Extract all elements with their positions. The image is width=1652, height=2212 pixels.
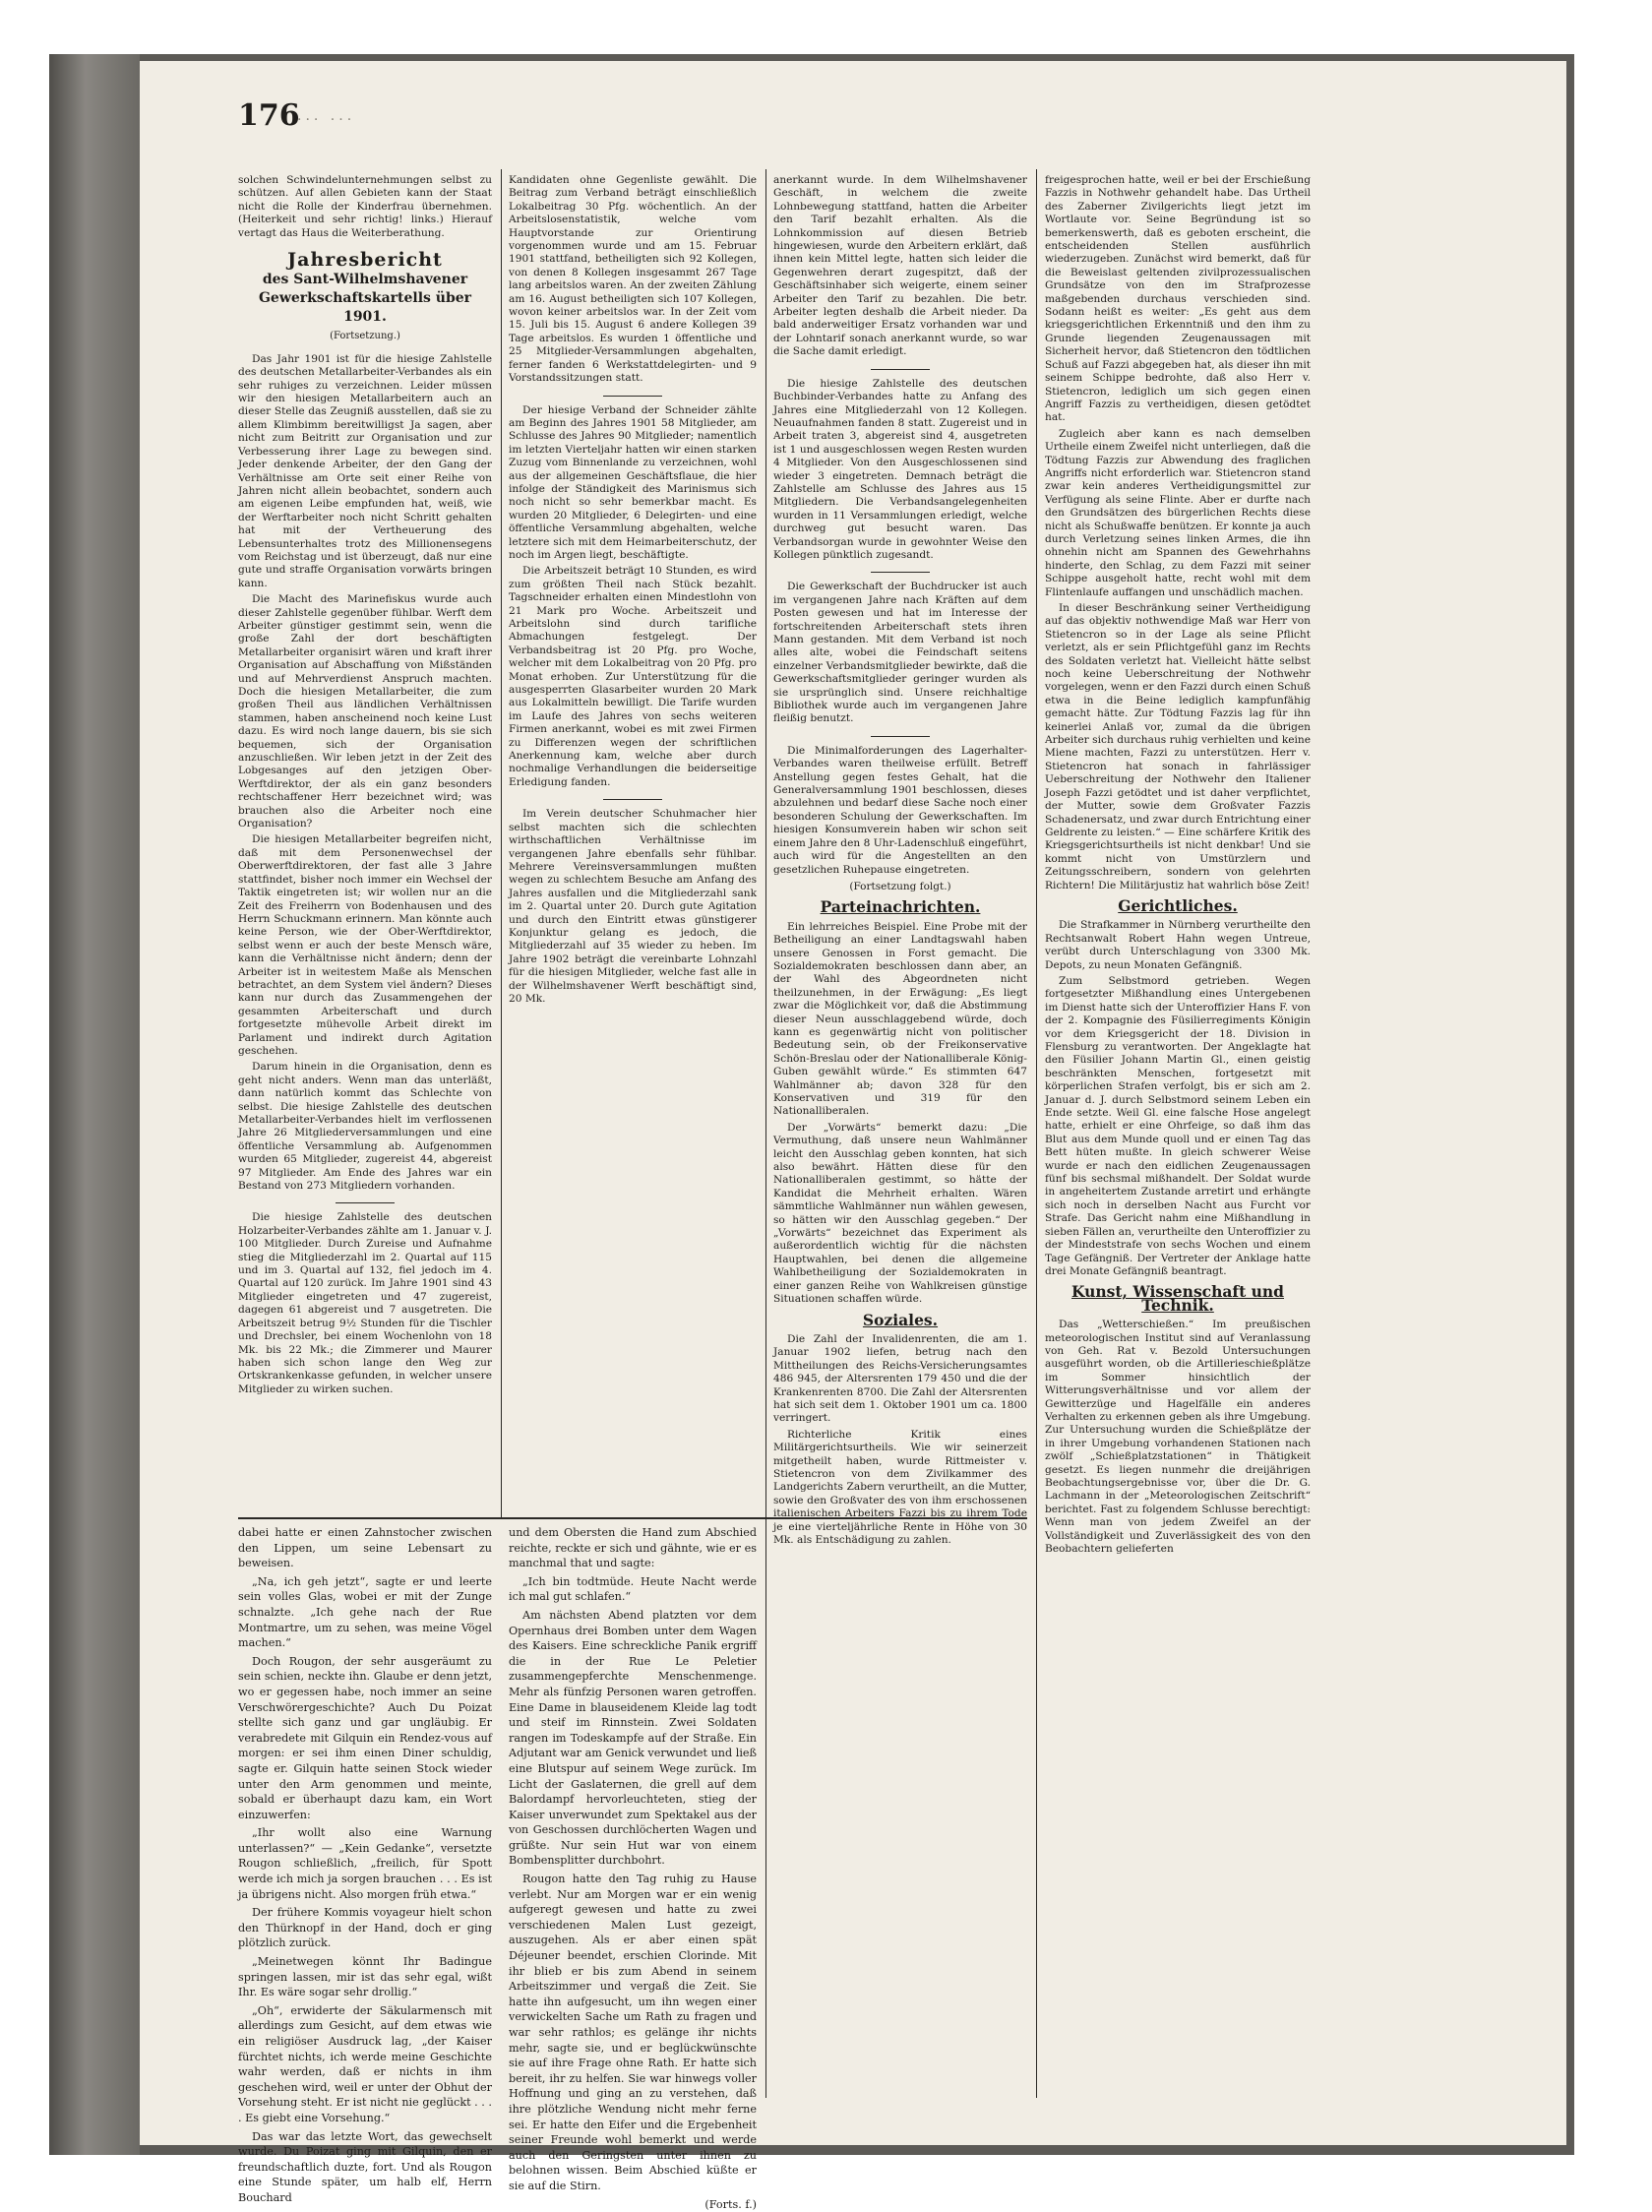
column-3 (773, 174, 1027, 2096)
feuilleton-text: dabei hatte er einen Zahnstocher zwischen den Lippen, um seine Lebensart zu beweisen. (238, 1526, 492, 1570)
article-text: Der hiesige Verband der Schneider zählte am Beginn des Jahres 1901 58 Mitglieder, am Schlusse des Jahres 90 Mitglieder; namentlich im letzten Vierteljahr hatten wir einen starken Zuzug vom Binnenlande zu verzeichnen, wohl aus der allgemeinen Geschäftsflaue, die hier infolge der Ständigkeit des Marinismus sich noch nicht so sehr bemerkbar macht. Es wurden 20 Mitglieder, 6 Delegirten- und eine öffentliche Versammlung abgehalten, welche letztere sich mit dem Heimarbeiterschutz, der noch im Argen liegt, beschäftigte. (509, 403, 757, 561)
article-subheading: des Sant-Wilhelmshavener Gewerkschaftskartells über 1901. (258, 272, 472, 326)
page-stamp: ... ... (297, 108, 356, 124)
article-text: Die Arbeitszeit beträgt 10 Stunden, es wird zum größten Theil nach Stück bezahlt. Tagschneider erhalten einen Mindestlohn von 21 Mark pro Woche. Arbeitszeit und Arbeitslohn sind durch tarifliche Abmachungen festgelegt. Der Verbandsbeitrag ist 20 Pfg. pro Woche, welcher mit dem Lokalbeitrag von 20 Pfg. pro Monat erhoben. Zur Unterstützung für die ausgesperrten Glasarbeiter wurden 20 Mark aus Lokalmitteln bewilligt. Die Tarife wurden im Laufe des Jahres von sechs weiteren Firmen anerkannt, wobei es mit zwei Firmen zu Differenzen wegen der schriftlichen Anerkennung kam, welche aber durch nochmalige Verhandlungen die beiderseitige Erledigung fanden. (509, 565, 757, 788)
section-heading-soziales: Soziales. (862, 1310, 939, 1329)
article-text: Zum Selbstmord getrieben. Wegen fortgesetzter Mißhandlung eines Untergebenen im Dienst hatte sich der Unteroffizier Hans F. von der 2. Kompagnie des Füsilierregiments Königin vor dem Kriegsgericht der 18. Division in Flensburg zu verantworten. Der Angeklagte hat den Füsilier Johann Martin Gl., einen geistig beschränkten Menschen, fortgesetzt mit körperlichen Strafen verfolgt, bis er sich am 2. Januar d. J. durch Selbstmord seinem Leben ein Ende setzte. Weil Gl. eine falsche Hose angelegt hatte, erhielt er eine Ohrfeige, so daß ihm das Blut aus dem Munde quoll und er einen Tag das Bett hüten mußte. In gleich schwerer Weise wurde er nach den eidlichen Zeugenaussagen fünf bis sechsmal mißhandelt. Der Soldat wurde in angeheitertem Zustande arretirt und erhängte sich noch in derselben Nacht aus Furcht vor Strafe. Das Gericht nahm eine Mißhandlung in sieben Fällen an, verurtheilte den Unteroffizier zu der Mindeststrafe von sechs Wochen und einem Tage Gefängniß. Der Vertreter der Anklage hatte drei Monate Gefängniß beantragt. (1045, 974, 1311, 1277)
section-separator (336, 1202, 395, 1203)
feuilleton-text: „Meinetwegen könnt Ihr Badingue springen lassen, mir ist das sehr egal, wißt Ihr. Es wäre sogar sehr drollig.“ (238, 1955, 492, 1999)
article-text: Das „Wetterschießen.“ Im preußischen meteorologischen Institut sind auf Veranlassung von Geh. Rat v. Bezold Untersuchungen ausgeführt worden, ob die Artillerieschießplätze im Sommer hinsichtlich der Witterungsverhältnisse und vor allem der Gewitterzüge und Hagelfälle ein anderes Verhalten zu erkennen geben als ihre Umgebung. Zur Untersuchung wurden die Schießplätze der in ihrer Umgebung vorhandenen Stationen nach zwölf „Schießplatzstationen“ in Thätigkeit gesetzt. Es liegen nunmehr die dreijährigen Beobachtungsergebnisse vor, über die Dr. G. Lachmann in der „Meteorologischen Zeitschrift“ berichtet. Fast zu folgendem Schlusse berechtigt: Wenn man von jedem Zweifel an der Vollständigkeit und Zuverlässigkeit des von den Beobachtern gelieferten (1045, 1319, 1311, 1556)
feuilleton-text: und dem Obersten die Hand zum Abschied reichte, reckte er sich und gähnte, wie er es manchmal that und sagte: (509, 1526, 757, 1570)
article-text: Der „Vorwärts“ bemerkt dazu: „Die Vermuthung, daß unsere neun Wahlmänner leicht den Ausschlag geben konnten, hat sich also bewährt. Hätten diese für den Nationalliberalen gestimmt, so hätte der Kandidat die Mehrheit erhalten. Wären sämmtliche Wahlmänner nun wählen gewesen, so hätten wir den Ausschlag gegeben.“ Der „Vorwärts“ bezeichnet das Experiment als außerordentlich wichtig für die nächsten Hauptwahlen, bei denen die allgemeine Wahlbetheiligung der Sozialdemokraten in einer ganzen Reihe von Wahlkreisen günstige Situationen schaffen würde. (773, 1121, 1027, 1306)
section-separator (603, 799, 662, 800)
section-separator (871, 369, 930, 370)
section-separator (603, 396, 662, 397)
feuilleton-column-2 (509, 1525, 757, 2211)
article-text: Im Verein deutscher Schuhmacher hier selbst machten sich die schlechten wirthschaftlichen Verhältnisse im vergangenen Jahre ebenfalls sehr fühlbar. Mehrere Vereinsversammlungen mußten wegen zu schlechtem Besuche am Anfang des Jahres ausfallen und die Mitgliederzahl sank im 2. Quartal unter 20. Durch gute Agitation und durch den Eintritt etwas günstigerer Konjunktur gelang es jedoch, die Mitgliederzahl auf 35 wieder zu heben. Im Jahre 1902 beträgt die vereinbarte Lohnzahl für die hiesigen Mitglieder, welche fast alle in der Wilhelmshavener Werft beschäftigt sind, 20 Mk. (509, 808, 757, 1005)
section-heading-gericht: Gerichtliches. (1118, 895, 1238, 915)
article-text: Die hiesigen Metallarbeiter begreifen nicht, daß mit dem Personenwechsel der Oberwerftdirektoren, der fast alle 3 Jahre stattfindet, bisher noch immer ein Wechsel der Taktik eingetreten ist; wir wollen nur an die Zeit des Freiherrn von Bodenhausen und des Herrn Schuckmann erinnern. Man könnte auch keine Person, wie der Ober-Werftdirektor, selbst wenn er auch der beste Mensch wäre, kann die Verhältnisse nicht ändern; denn der Arbeiter ist in weitestem Maße als Menschen betrachtet, an dem System viel ändern? Dieses kann nur durch das Zusammengehen der gesammten Arbeiterschaft und durch fortgesetzte mühevolle Arbeit direkt im Parlament und indirekt durch Agitation geschehen. (238, 833, 492, 1057)
article-text: Richterliche Kritik eines Militärgerichtsurtheils. Wie wir seinerzeit mitgetheilt haben, wurde Rittmeister v. Stietencron von dem Zivilkammer des Landgerichts Zabern verurtheilt, an die Mutter, sowie den Großvater des von ihm erschossenen italienischen Arbeiters Fazzi bis zu ihrem Tode je eine vierteljährliche Rente in Höhe von 30 Mk. als Entschädigung zu zahlen. (773, 1428, 1027, 1546)
article-text: Darum hinein in die Organisation, denn es geht nicht anders. Wenn man das unterläßt, dann natürlich kommt das Schlechte von selbst. Die hiesige Zahlstelle des deutschen Metallarbeiter-Verbandes hielt im verflossenen Jahre 26 Mitgliederversammlungen und eine öffentliche Versammlung ab. Aufgenommen wurden 65 Mitglieder, zugereist 44, abgereist 97 Mitglieder. Am Ende des Jahres war ein Bestand von 273 Mitgliedern vorhanden. (238, 1061, 492, 1193)
article-text: Die Macht des Marinefiskus wurde auch dieser Zahlstelle gegenüber fühlbar. Werft dem Arbeiter günstiger gestimmt sein, wenn die große Zahl der dort beschäftigten Metallarbeiter organisirt wären und kraft ihrer Organisation auf Abschaffung von Mißständen und auf Mehrverdienst Anspruch machten. Doch die hiesigen Metallarbeiter, die zum großen Theil aus ländlichen Verhältnissen stammen, haben anscheinend noch keine Lust dazu. Es wird noch lange dauern, bis sie sich bequemen, sich der Organisation anzuschließen. Wir leben jetzt in der Zeit des Lobgesanges auf den jetzigen Ober-Werftdirektor, der als ein ganz besonders rechtschaffener Herr bezeichnet wird; was brauchen also die Arbeiter noch eine Organisation? (238, 593, 492, 830)
column-rule (1036, 169, 1037, 2098)
article-text: Die Zahl der Invalidenrenten, die am 1. Januar 1902 liefen, betrug nach den Mittheilungen des Reichs-Versicherungsamtes 486 945, der Altersrenten 179 450 und die der Krankenrenten 8700. Die Zahl der Altersrenten hat sich seit dem 1. Oktober 1901 um ca. 1800 verringert. (773, 1332, 1027, 1425)
feuilleton-text: „Na, ich geh jetzt“, sagte er und leerte sein volles Glas, wobei er mit der Zunge schnalzte. „Ich gehe nach der Rue Montmartre, um zu sehen, was meine Vögel machen.“ (238, 1574, 492, 1650)
feuilleton-text: „Oh“, erwiderte der Säkularmensch mit allerdings zum Gesicht, auf dem etwas wie ein religiöser Ausdruck lag, „der Kaiser fürchtet nichts, ich werde meine Geschichte wahr werden, daß er nichts in ihm geschehen wird, weil er unter der Obhut der Vorsehung steht. Er ist nicht nie geglückt . . . . Es giebt eine Vorsehung.“ (238, 2003, 492, 2124)
feuilleton-text: „Ihr wollt also eine Warnung unterlassen?“ — „Kein Gedanke“, versetzte Rougon schließlich, „freilich, für Spott werde ich mich ja sorgen brauchen . . . Es ist ja übrigens nicht. Also morgen früh etwa.“ (238, 1826, 492, 1901)
article-text: freigesprochen hatte, weil er bei der Erschießung Fazzis in Nothwehr gehandelt habe. Das Urtheil des Zaberner Zivilgerichts liegt jetzt im Wortlaute vor. Seine Begründung ist so bemerkenswerth, daß es geboten erscheint, die entscheidenden Stellen ausführlich wiederzugeben. Zunächst wird bemerkt, daß für die Beweislast geltenden zivilprozessualischen Grundsätze von den im Strafprozesse maßgebenden durchaus verschieden sind. Sodann heißt es weiter: „Es geht aus dem kriegsgerichtlichen Erkenntniß und den ihm zu Grunde liegenden Zeugenaussagen mit Sicherheit hervor, daß Stietencron den tödtlichen Schuß auf Fazzi abgegeben hat, als dieser ihn mit seinem Schippe bedrohte, daß also Herr v. Stietencron, lediglich um sich gegen einen Angriff Fazzis zu vertheidigen, diesen getödtet hat. (1045, 174, 1311, 424)
feuilleton-text: Das war das letzte Wort, das gewechselt wurde. Du Poizat ging mit Gilquin, den er freundschaftlich duzte, fort. Und als Rougon eine Stunde später, um halb elf, Herrn Bouchard (238, 2129, 492, 2204)
article-text: Die Gewerkschaft der Buchdrucker ist auch im vergangenen Jahre nach Kräften auf dem Posten gewesen und hat im Interesse der fortschreitenden Arbeiterschaft stets ihren Mann gestanden. Mit dem Verband ist noch alles alte, wobei die Feindschaft seitens einzelner Verbandsmitglieder bewirkte, daß die Gewerkschaftsmitglieder geringer wurden als sie ursprünglich sind. Unsere reichhaltige Bibliothek wurde auch im vergangenen Jahre fleißig benutzt. (773, 581, 1027, 725)
feuilleton-text: „Ich bin todtmüde. Heute Nacht werde ich mal gut schlafen.“ (509, 1574, 757, 1604)
article-text: Die hiesige Zahlstelle des deutschen Holzarbeiter-Verbandes zählte am 1. Januar v. J. 100 Mitglieder. Durch Zureise und Aufnahme stieg die Mitgliederzahl im 2. Quartal auf 115 und im 3. Quartal auf 132, fiel jedoch im 4. Quartal auf 120 zurück. Im Jahre 1901 sind 43 Mitglieder eingetreten und 47 zugereist, dagegen 61 abgereist und 7 ausgetreten. Die Arbeitszeit betrug 9½ Stunden für die Tischler und Drechsler, bei einem Wochenlohn von 18 Mk. bis 22 Mk.; die Zimmerer und Maurer haben sich schon lange den Weg zur Ortskrankenkasse gefunden, in welcher unsere Mitglieder zu wirken suchen. (238, 1211, 492, 1395)
column-rule (501, 169, 502, 1517)
article-text: Kandidaten ohne Gegenliste gewählt. Die Beitrag zum Verband beträgt einschließlich Lokalbeitrag 30 Pfg. wöchentlich. An der Arbeitslosenstatistik, welche vom Hauptvorstande zur Orientirung vorgenommen wurde und am 15. Februar 1901 stattfand, betheiligten sich 92 Kollegen, von denen 8 Kollegen insgesammt 267 Tage lang arbeitslos waren. An der zweiten Zählung am 16. August betheiligten sich 107 Kollegen, wovon keiner arbeitslos war. In der Zeit vom 15. Juli bis 15. August 6 andere Kollegen 39 Tage arbeitslos. Es wurden 1 öffentliche und 25 Mitglieder-Versammlungen abgehalten, ferner fanden 6 Werkstattdelegirten- und 9 Vorstandssitzungen statt. (509, 174, 757, 385)
column-rule (765, 169, 766, 2098)
feuilleton-text: Rougon hatte den Tag ruhig zu Hause verlebt. Nur am Morgen war er ein wenig aufgeregt gewesen und hatte zu zwei verschiedenen Malen Lust gezeigt, auszugehen. Als er aber einen spät Déjeuner beendet, erschien Clorinde. Mit ihr blieb er bis zum Abend in seinem Arbeitszimmer und vergaß die Zeit. Sie hatte ihn aufgesucht, um ihn wegen einer verwickelten Sache um Rath zu fragen und war sehr rathlos; es gelänge ihr nichts mehr, sagte sie, und er beglückwünschte sie auf ihre Frage ohne Rath. Er hatte sich bereit, ihr zu helfen. Sie war hinwegs voller Hoffnung und ging an zu verstehen, daß ihre plötzliche Wendung nicht mehr ferne sei. Er hatte den Eifer und die Ergebenheit seiner Freunde wohl bemerkt und werde auch den Geringsten unter ihnen zu belohnen wissen. Beim Abschied küßte er sie auf die Stirn. (509, 1873, 757, 2192)
section-separator (871, 572, 930, 573)
page-number: 176 (238, 98, 300, 133)
article-text: Das Jahr 1901 ist für die hiesige Zahlstelle des deutschen Metallarbeiter-Verbandes als ein sehr ruhiges zu verzeichnen. Leider müssen wir den hiesigen Metallarbeitern auch an dieser Stelle das Zeugniß ausstellen, daß sie zu allem Klimbimm bereitwilligst Ja sagen, aber nicht zum Beitritt zur Organisation und zur Verbesserung ihrer Lage zu bewegen sind. Jeder denkende Arbeiter, der den Gang der Verhältnisse am Orte seit einer Reihe von Jahren nicht allein beobachtet, sondern auch am eigenen Leibe empfunden hat, weiß, wie der Werftarbeiter noch nicht Schritt gehalten hat mit der Vertheuerung des Lebensunterhaltes trotz des Millionensegens vom Reichstag und ist überzeugt, daß nur eine gute und straffe Organisation vorwärts bringen kann. (238, 352, 492, 589)
feuilleton-continuation: (Forts. f.) (704, 2197, 757, 2211)
newspaper-page (140, 61, 1566, 2211)
article-heading: Jahresbericht (287, 249, 443, 272)
article-text: solchen Schwindelunternehmungen selbst zu schützen. Auf allen Gebieten kann der Staat nicht die Rolle der Kinderfrau übernehmen. (Heiterkeit und sehr richtig! links.) Hierauf vertagt das Haus die Weiterberathung. (238, 174, 492, 239)
feuilleton-text: Der frühere Kommis voyageur hielt schon den Thürknopf in der Hand, doch er ging plötzlich zurück. (238, 1906, 492, 1950)
continuation-note: (Fortsetzung folgt.) (849, 880, 951, 892)
article-text: Die hiesige Zahlstelle des deutschen Buchbinder-Verbandes hatte zu Anfang des Jahres eine Mitgliederzahl von 12 Kollegen. Neuaufnahmen fanden 8 statt. Zugereist und in Arbeit traten 3, abgereist sind 4, ausgetreten ist 1 und ausgeschlossen wegen Resten wurden 4 Mitglieder. Von den Ausgeschlossenen sind wieder 3 eingetreten. Demnach beträgt die Zahlstelle am Schlusse des Jahres aus 15 Mitgliedern. Die Verbandsangelegenheiten wurden in 11 Versammlungen erledigt, welche durchweg gut besucht waren. Das Verbandsorgan wurde in gewohnter Weise den Kollegen pünktlich zugesandt. (773, 377, 1027, 561)
article-text: In dieser Beschränkung seiner Vertheidigung auf das objektiv nothwendige Maß war Herr von Stietencron so in der Lage als seine Pflicht verletzt, als er sein Pflichtgefühl ganz im Rechts des Soldaten verletzt hat. Vielleicht hätte selbst noch keine Ueberschreitung der Nothwehr vorgelegen, wenn er den Fazzi durch einen Schuß etwa in die Beine lediglich kampfunfähig gemacht hätte. Zur Tödtung Fazzis lag für ihn keinerlei Anlaß vor, zumal da die übrigen Arbeiter sich durchaus ruhig verhielten und keine Miene machten, Fazzi zu unterstützen. Herr v. Stietencron hat sonach in fahrlässiger Ueberschreitung der Nothwehr den Italiener Joseph Fazzi getödtet und ist daher verpflichtet, der Mutter, sowie dem Großvater Fazzis Schadenersatz, und zwar durch Entrichtung einer Geldrente zu leisten.“ — Eine schärfere Kritik des Kriegsgerichtsurtheils ist nicht denkbar! Und sie kommt nicht von Umstürzlern und Zeitungsschreibern, sondern von gelehrten Richtern! Die Militärjustiz hat wahrlich böse Zeit! (1045, 602, 1311, 891)
continuation-note: (Fortsetzung.) (330, 331, 400, 342)
feuilleton-column-1 (238, 1525, 492, 2204)
article-text: Ein lehrreiches Beispiel. Eine Probe mit der Betheiligung an einer Landtagswahl haben unsere Genossen in Forst gemacht. Die Sozialdemokraten beschlossen dann aber, an der Wahl des Abgeordneten nicht theilzunehmen, in der Erwägung: „Es liegt zwar die Möglichkeit vor, daß die Abstimmung dieser Neun ausschlaggebend würde, doch kann es gegenwärtig nicht von politischer Bedeutung sein, ob der Freikonservative Schön-Breslau oder der Nationalliberale König-Guben gewählt würde.“ Es stimmten 647 Wahlmänner ab; davon 328 für den Konservativen und 319 für den Nationalliberalen. (773, 920, 1027, 1118)
article-text: Zugleich aber kann es nach demselben Urtheile einem Zweifel nicht unterliegen, daß die Tödtung Fazzis zur Abwendung des fraglichen Angriffs nicht erforderlich war. Stietencron stand zwar kein anderes Vertheidigungsmittel zur Verfügung als seine Flinte. Aber er durfte nach den Grundsätzen des bürgerlichen Rechts diese nicht als Schußwaffe benützen. Er konnte ja auch durch Verletzung seines linken Armes, die ihn ohnehin nicht am Spannen des Gewehrhahns hinderte, den Schlag, zu dem Fazzi mit seiner Schippe ausgeholt hatte, recht wohl mit dem Flintenlaufe auffangen und unschädlich machen. (1045, 427, 1311, 598)
article-text: anerkannt wurde. In dem Wilhelmshavener Geschäft, in welchem die zweite Lohnbewegung stattfand, hatten die Arbeiter den Tarif bezahlt erhalten. Als die Lohnkommission auf diesen Betrieb hingewiesen, wurde den Arbeitern erklärt, daß ihnen kein Mittel legte, hatten sich leider die Gegenwehren derart zugespitzt, daß der Geschäftsinhaber sich weigerte, einem seiner Arbeiter den Tarif zu bezahlen. Die betr. Arbeiter legten deshalb die Arbeit nieder. Da bald anderweitiger Ersatz vorhanden war und der Lohntarif sonach anerkannt wurde, so war die Sache damit erledigt. (773, 174, 1027, 358)
section-heading-partei: Parteinachrichten. (820, 897, 981, 917)
article-text: Die Minimalforderungen des Lagerhalter-Verbandes waren theilweise erfüllt. Betreff Anstellung gegen festes Gehalt, hat die Generalversammlung 1901 beschlossen, dieses abzulehnen und bedarf diese Sache noch einer besonderen Schulung der Gewerkschaften. Im hiesigen Konsumverein haben wir schon seit einem Jahre den 8 Uhr-Ladenschluß eingeführt, auch wird für die Angestellten an den gesetzlichen Ruhepause eingetreten. (773, 744, 1027, 876)
column-2 (509, 174, 757, 1512)
book-binding (49, 54, 140, 2155)
feuilleton-text: Doch Rougon, der sehr ausgeräumt zu sein schien, neckte ihn. Glaube er denn jetzt, wo er gegessen habe, noch immer an seine Verschwörergeschichte? Auch Du Poizat stellte sich ganz und gar ungläubig. Er verabredete mit Gilquin ein Rendez-vous auf morgen: er sei ihm einen Diner schuldig, sagte er. Gilquin hatte seinen Stock wieder unter den Arm genommen und meinte, sobald er überhaupt dazu kam, ein Wort einzuwerfen: (238, 1654, 492, 1821)
section-heading-kunst: Kunst, Wissenschaft und Technik. (1071, 1282, 1285, 1315)
column-4 (1045, 174, 1311, 2096)
feuilleton-text: Am nächsten Abend platzten vor dem Opernhaus drei Bomben unter dem Wagen des Kaisers. Eine schreckliche Panik ergriff die in der Rue Le Peletier zusammengepferchte Menschenmenge. Mehr als fünfzig Personen waren getroffen. Eine Dame in blauseidenem Kleide lag todt und steif im Rinnstein. Zwei Soldaten rangen im Todeskampfe auf der Straße. Ein Adjutant war am Genick verwundet und ließ eine Blutspur auf seinem Wege zurück. Im Licht der Gaslaternen, die grell auf dem Balordampf hervorleuchteten, stieg der Kaiser unverwundet zum Spektakel aus der von Geschossen durchlöcherten Wagen und grüßte. Nur sein Hut war von einem Bombensplitter durchbohrt. (509, 1608, 757, 1868)
column-1 (238, 174, 492, 1512)
article-text: Die Strafkammer in Nürnberg verurtheilte den Rechtsanwalt Robert Hahn wegen Untreue, verübt durch Unterschlagung von 3300 Mk. Depots, zu neun Monaten Gefängniß. (1045, 919, 1311, 971)
section-separator (871, 736, 930, 737)
